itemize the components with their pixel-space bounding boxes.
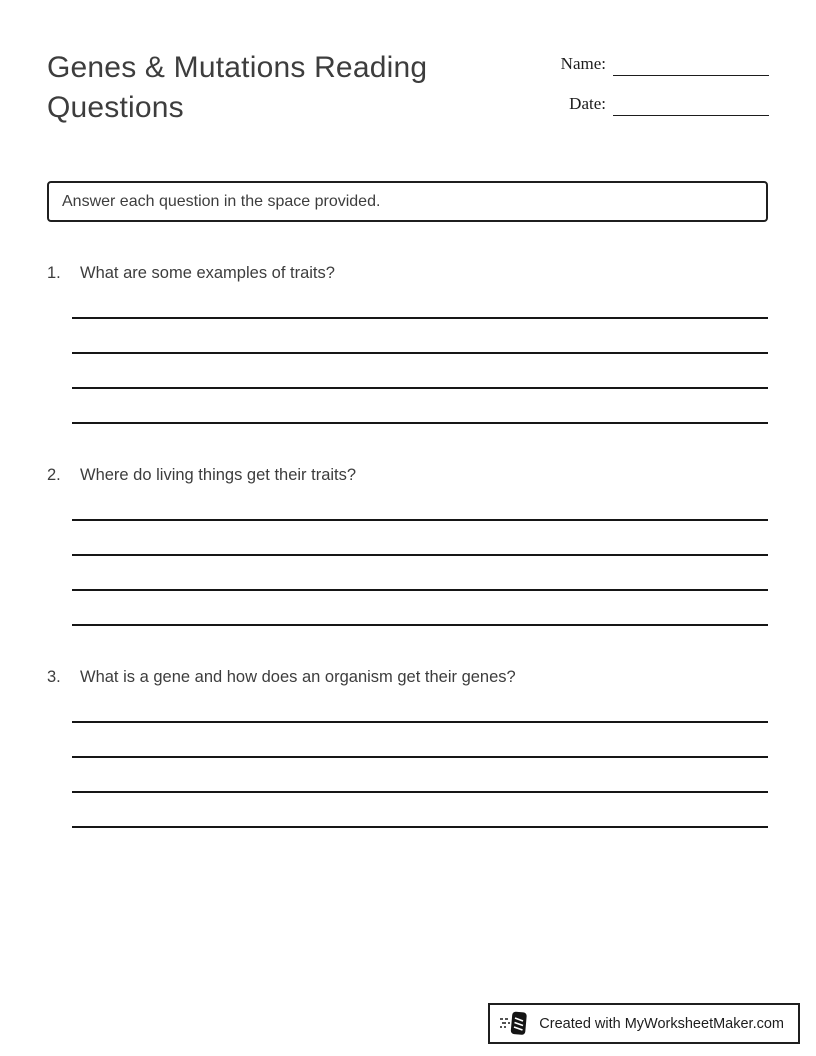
instruction-box (47, 181, 768, 222)
question-1-label: What are some examples of traits? (80, 264, 335, 282)
answer-line (72, 758, 768, 793)
date-blank-line (613, 92, 769, 116)
question-2-label: Where do living things get their traits? (80, 466, 357, 484)
question-list (47, 262, 768, 828)
question-3-answer-lines (72, 688, 768, 828)
page-title: Genes & Mutations Reading Questions (47, 51, 428, 124)
footer-badge-text: Created with MyWorksheetMaker.com (539, 1015, 784, 1032)
answer-line (72, 354, 768, 389)
worksheet-maker-logo-icon (499, 1010, 533, 1038)
name-blank-line (613, 52, 769, 76)
question-2 (47, 464, 768, 626)
question-1-number: 1. (47, 264, 61, 282)
answer-line (72, 688, 768, 723)
question-2-text (47, 464, 768, 486)
question-1 (47, 262, 768, 424)
question-2-answer-lines (72, 486, 768, 626)
question-3-label: What is a gene and how does an organism get their genes? (80, 668, 516, 686)
answer-line (72, 389, 768, 424)
date-row (557, 92, 769, 116)
answer-line (72, 793, 768, 828)
question-3-text (47, 666, 768, 688)
answer-line (72, 319, 768, 354)
question-3-number: 3. (47, 668, 61, 686)
name-date-block (557, 52, 769, 132)
date-label: Date: (569, 94, 606, 113)
question-1-text (47, 262, 768, 284)
worksheet-maker-badge[interactable] (488, 1003, 800, 1044)
question-1-answer-lines (72, 284, 768, 424)
answer-line (72, 723, 768, 758)
name-row (557, 52, 769, 76)
question-3 (47, 666, 768, 828)
answer-line (72, 556, 768, 591)
question-2-number: 2. (47, 466, 61, 484)
answer-line (72, 486, 768, 521)
answer-line (72, 521, 768, 556)
answer-line (72, 591, 768, 626)
answer-line (72, 284, 768, 319)
name-label: Name: (560, 54, 606, 73)
instruction-text: Answer each question in the space provided. (62, 192, 381, 210)
